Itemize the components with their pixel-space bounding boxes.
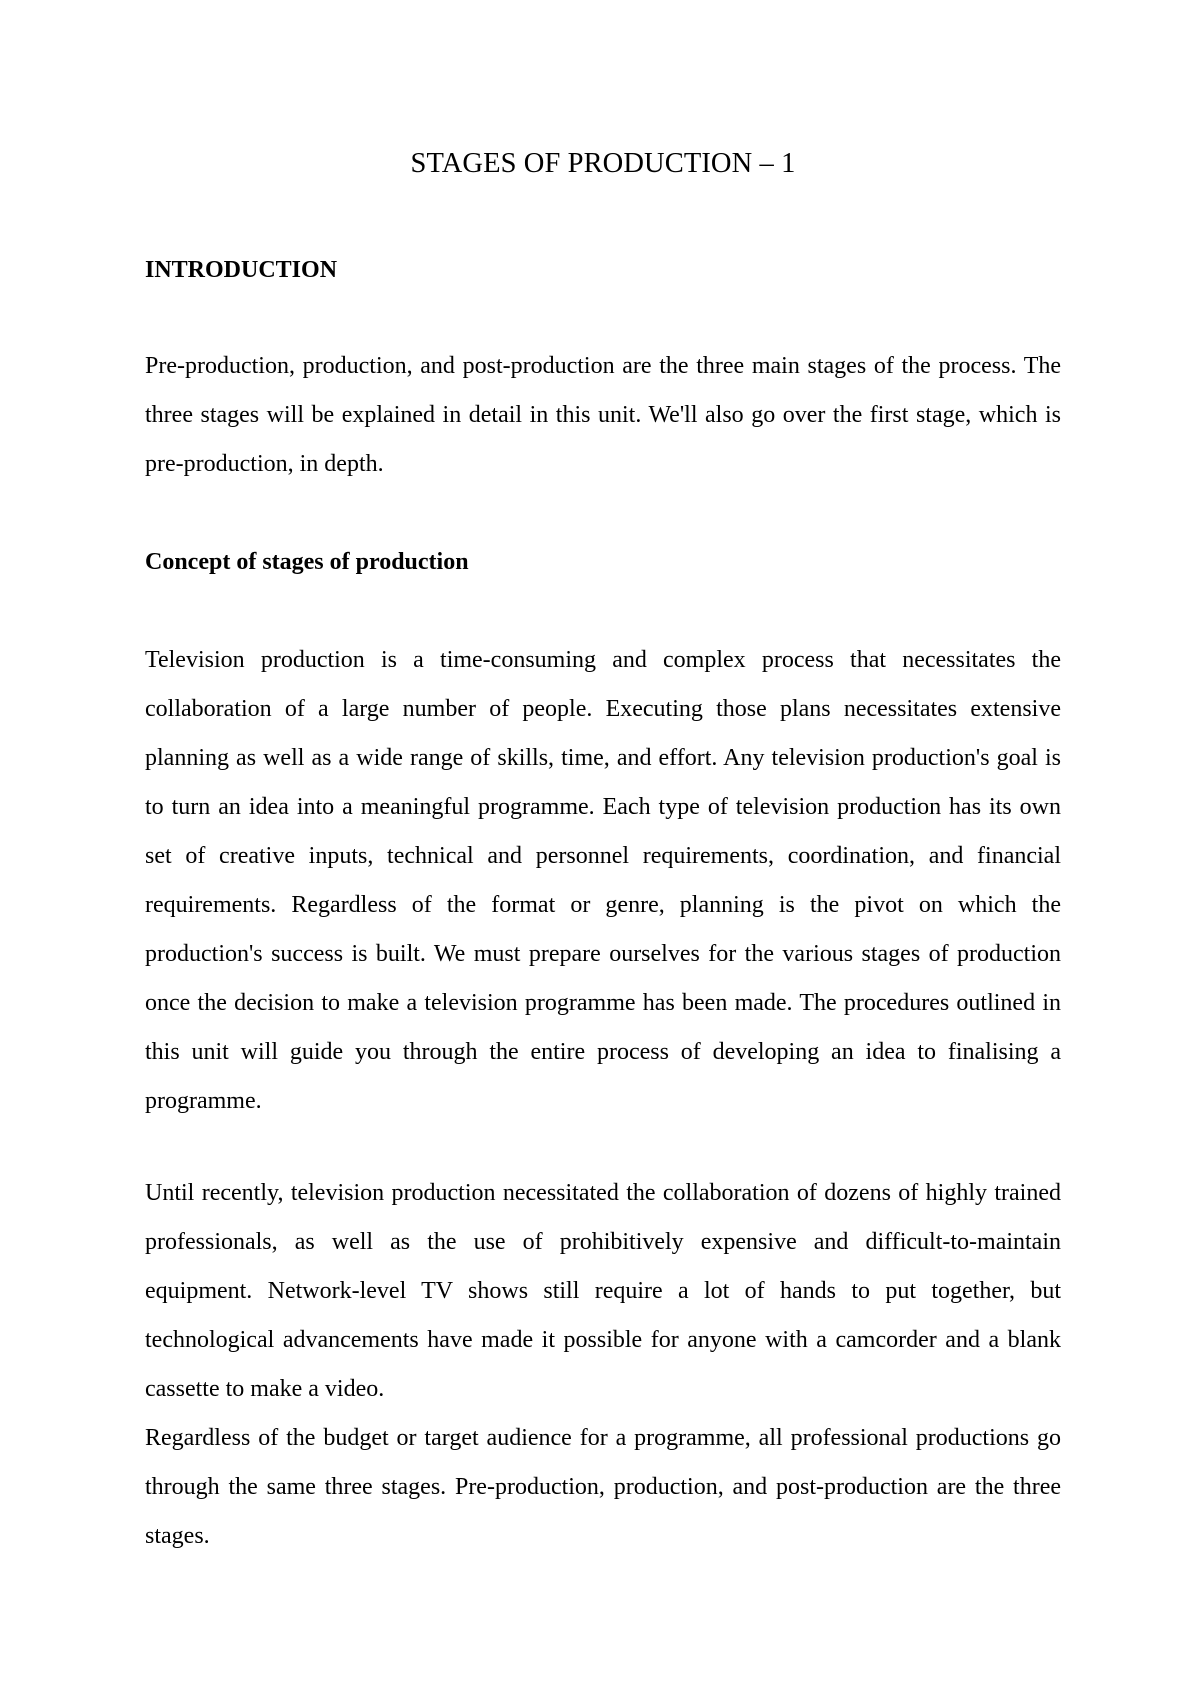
concept-paragraph-3: Regardless of the budget or target audience for a programme, all professional productions go through the same three stages. Pre-production, production, and post-production are the three stages. bbox=[145, 1425, 1061, 1549]
introduction-paragraph: Pre-production, production, and post-production are the three main stages of the process. The three stages will be explained in detail in this unit. We'll also go over the first stage, which is pre-production, in depth. bbox=[145, 353, 1061, 477]
document-title: STAGES OF PRODUCTION – 1 bbox=[410, 148, 796, 179]
concept-paragraph-1: Television production is a time-consuming and complex process that necessitates the collaboration of a large number of people. Executing those plans necessitates extensive planning as well as a wide range of skills, time, and effort. Any television production's goal is to turn an idea into a meaningful programme. Each type of television production has its own set of creative inputs, technical and personnel requirements, coordination, and financial requirements. Regardless of the format or genre, planning is the pivot on which the production's success is built. We must prepare ourselves for the various stages of production once the decision to make a television programme has been made. The procedures outlined in this unit will guide you through the entire process of developing an idea to finalising a programme. bbox=[145, 647, 1061, 1114]
document-page bbox=[145, 0, 1061, 1698]
concept-paragraph-2: Until recently, television production necessitated the collaboration of dozens of highly trained professionals, as well as the use of prohibitively expensive and difficult-to-maintain equipment. Network-level TV shows still require a lot of hands to put together, but technological advancements have made it possible for anyone with a camcorder and a blank cassette to make a video. bbox=[145, 1180, 1061, 1402]
section-heading-concept: Concept of stages of production bbox=[145, 549, 469, 575]
section-heading-introduction: INTRODUCTION bbox=[145, 257, 338, 283]
